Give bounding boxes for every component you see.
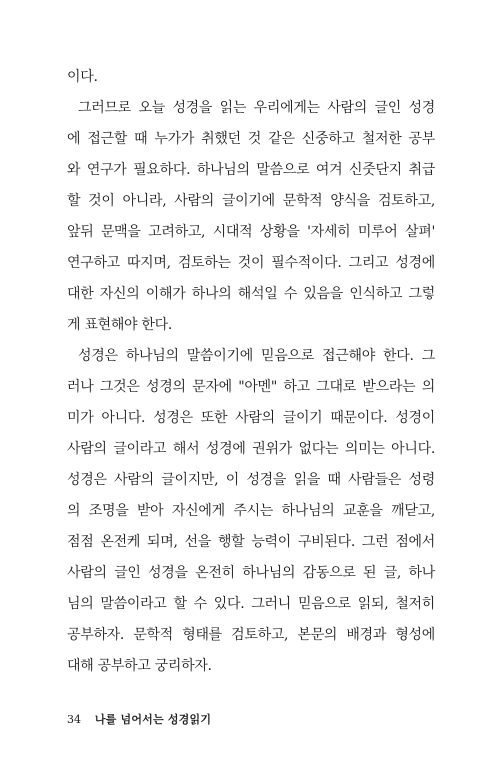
text-line: 대한 자신의 이해가 하나의 해석일 수 있음을 인식하고 그렇 [67,286,435,302]
text-line: 성경은 하나님의 말씀이기에 믿음으로 접근해야 한다. 그 [78,348,435,364]
page-number: 34 [67,713,81,726]
text-line: 게 표현해야 한다. [67,317,173,333]
body-text [67,62,435,682]
text-line: 성경은 사람의 글이지만, 이 성경을 읽을 때 사람들은 성령 [67,472,435,488]
text-line: 님의 말씀이라고 할 수 있다. 그러니 믿음으로 읽되, 철저히 [67,596,435,612]
text-line: 연구하고 따지며, 검토하는 것이 필수적이다. 그리고 성경에 [67,255,435,271]
text-line: 그러므로 오늘 성경을 읽는 우리에게는 사람의 글인 성경 [78,100,435,116]
text-line: 할 것이 아니라, 사람의 글이기에 문학적 양식을 검토하고, [67,193,435,209]
text-line: 앞뒤 문맥을 고려하고, 시대적 상황을 '자세히 미루어 살펴' [67,224,435,240]
text-line: 사람의 글이라고 해서 성경에 권위가 없다는 의미는 아니다. [67,441,435,457]
text-line: 미가 아니다. 성경은 또한 사람의 글이기 때문이다. 성경이 [67,410,435,426]
text-line: 와 연구가 필요하다. 하나님의 말씀으로 여겨 신줏단지 취급 [67,162,435,178]
text-line: 에 접근할 때 누가가 취했던 것 같은 신중하고 철저한 공부 [67,131,435,147]
text-line: 사람의 글인 성경을 온전히 하나님의 감동으로 된 글, 하나 [67,565,435,581]
text-line: 이다. [67,69,98,85]
page-footer [67,710,211,730]
text-line: 대해 공부하고 궁리하자. [67,658,212,674]
text-line: 의 조명을 받아 자신에게 주시는 하나님의 교훈을 깨닫고, [67,503,435,519]
text-line: 공부하자. 문학적 형태를 검토하고, 본문의 배경과 형성에 [67,627,435,643]
text-line: 러나 그것은 성경의 문자에 "아멘" 하고 그대로 받으라는 의 [67,379,435,395]
text-line: 점점 온전케 되며, 선을 행할 능력이 구비된다. 그런 점에서 [67,534,435,550]
running-title: 나를 넘어서는 성경읽기 [94,713,212,726]
